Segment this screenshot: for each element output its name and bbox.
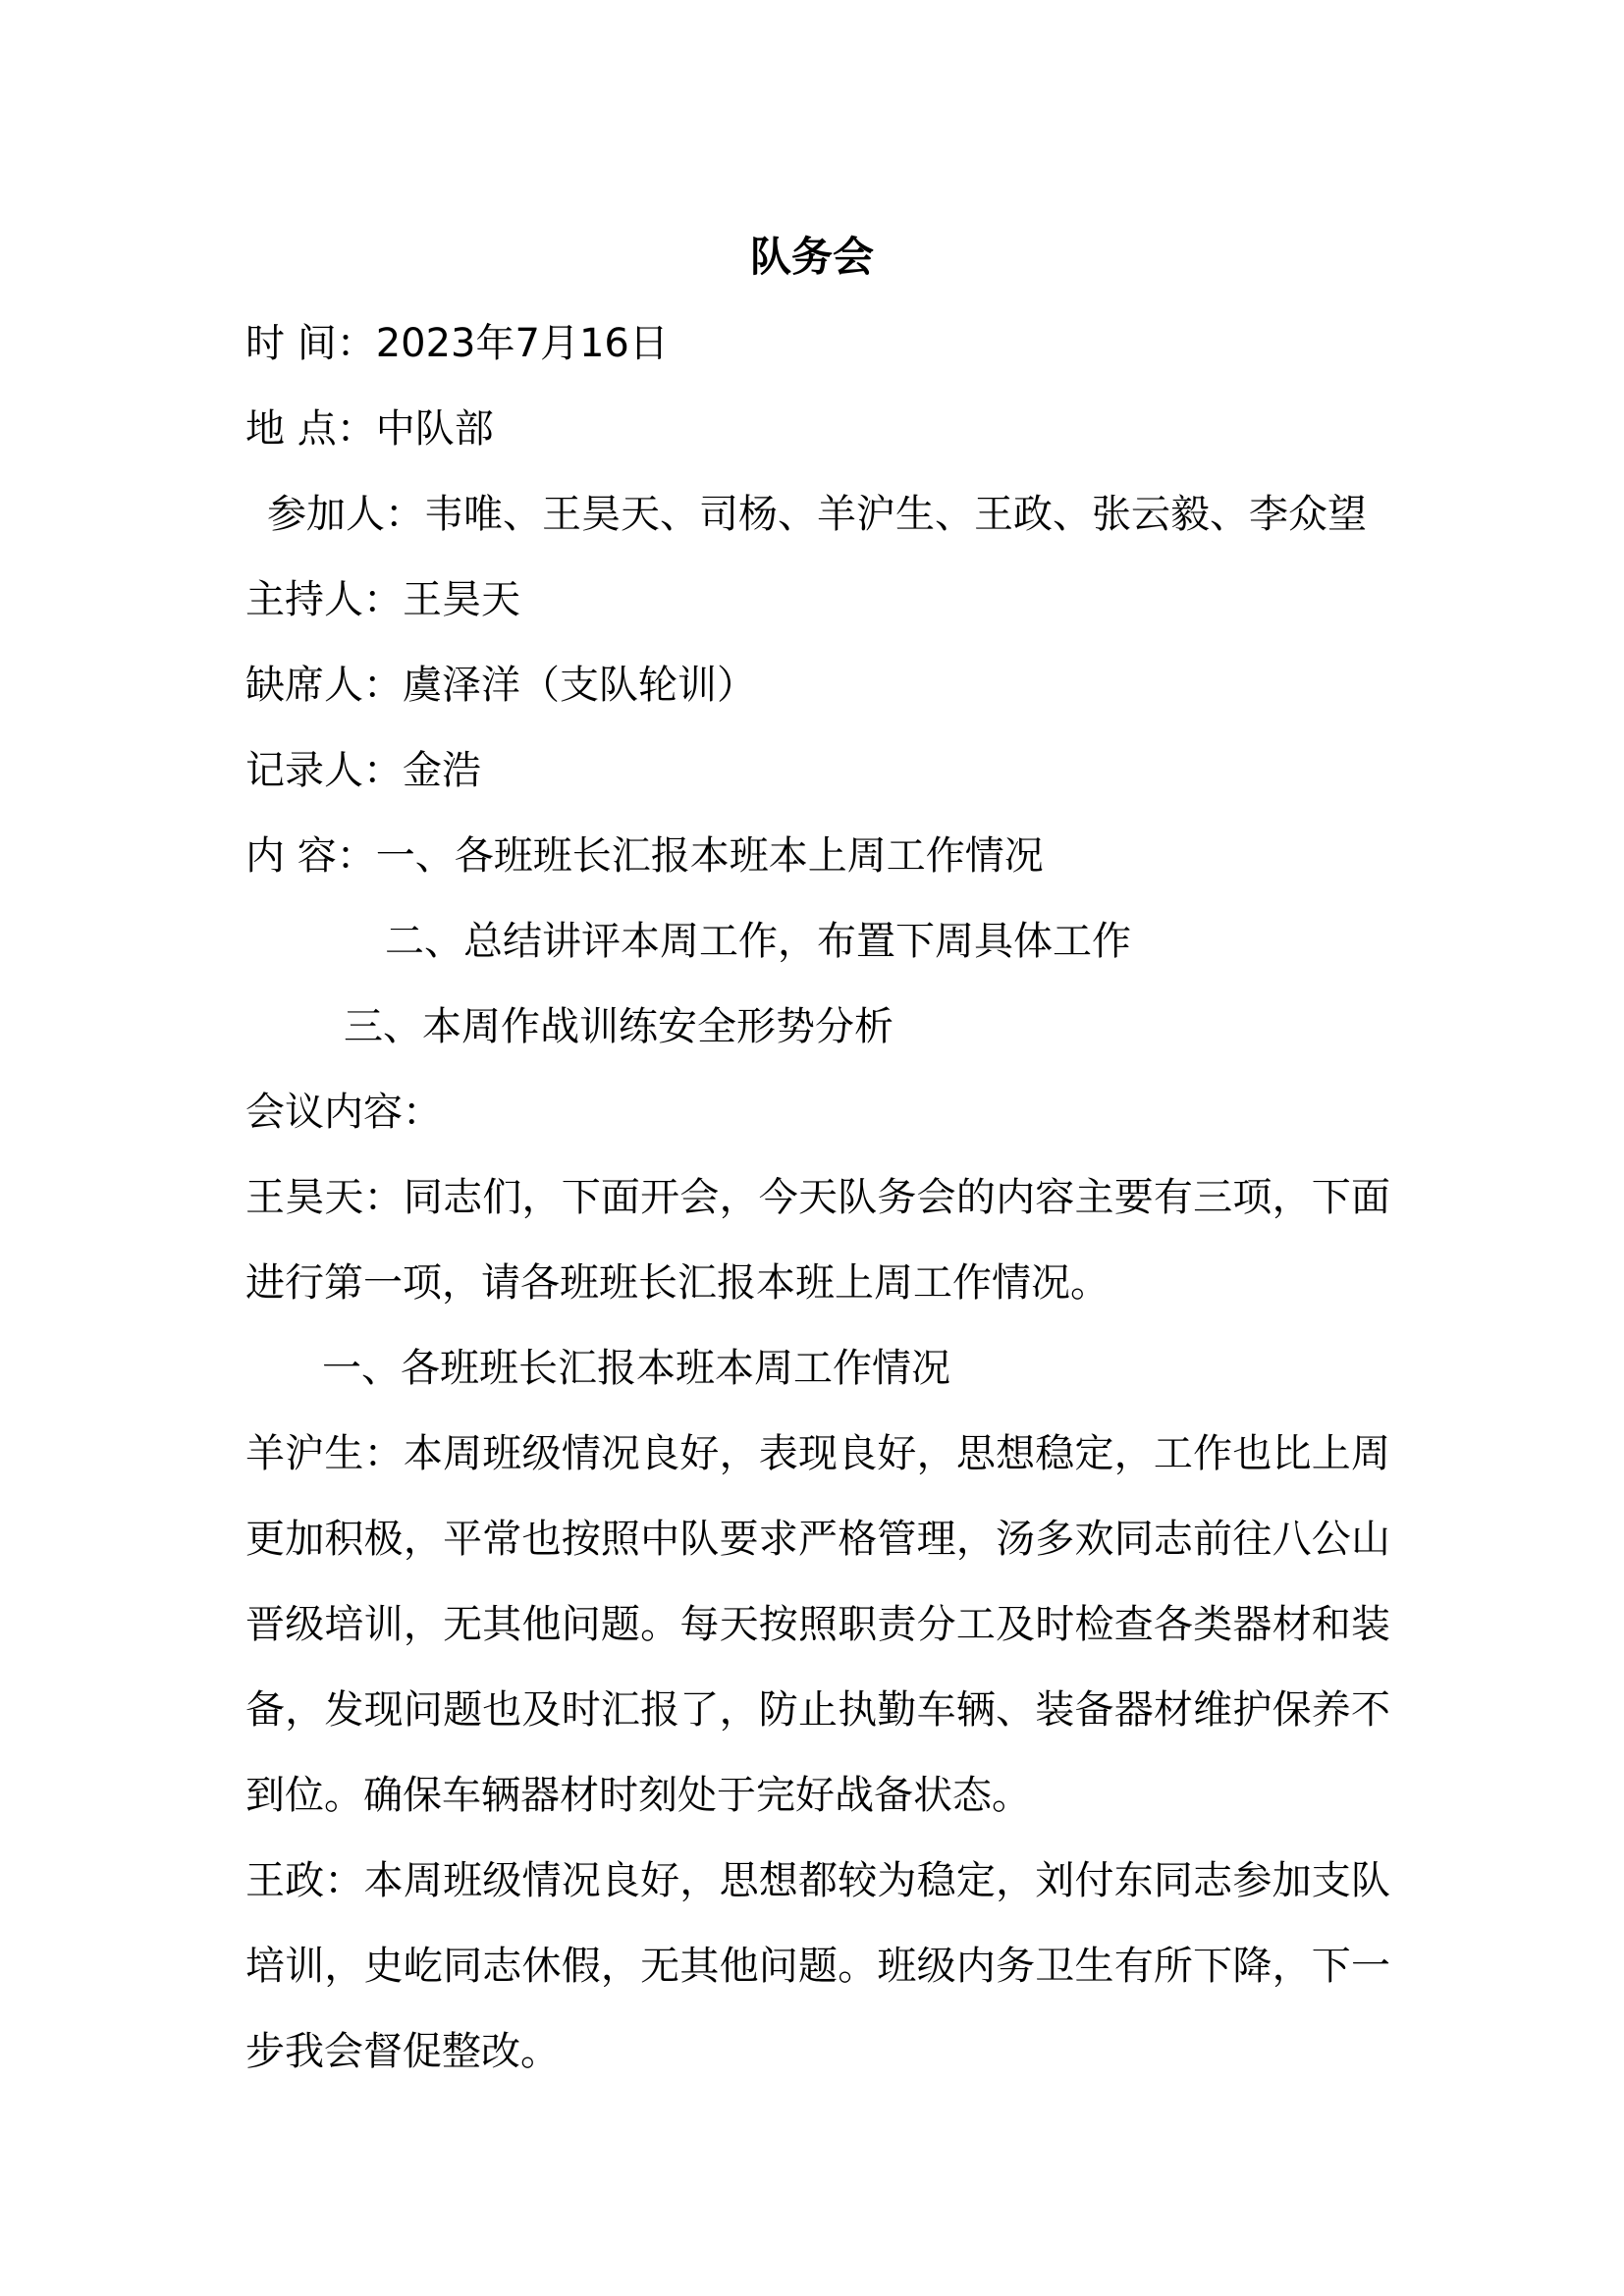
meeting-attendees: 参加人：韦唯、王昊天、司杨、羊沪生、王政、张云毅、李众望: [267, 492, 1367, 537]
meeting-recorder: 记录人：金浩: [245, 748, 481, 793]
agenda-item-1: 内 容：一、各班班长汇报本班本上周工作情况: [245, 833, 1044, 879]
agenda-item-3: 三、本周作战训练安全形势分析: [344, 1004, 893, 1049]
section-heading: 一、各班班长汇报本班本周工作情况: [322, 1346, 950, 1391]
document-title: 队务会: [749, 233, 874, 281]
meeting-content-label: 会议内容：: [245, 1090, 442, 1135]
paragraph-report-2-text: 王政：本周班级情况良好，思想都较为稳定，刘付东同志参加支队培训，史屹同志休假，无其他问题。班级内务卫生有所下降，下一步我会督促整改。: [245, 1858, 1390, 2074]
paragraph-report-1: [245, 1412, 1390, 1839]
paragraph-opening: [245, 1155, 1390, 1326]
meeting-absent: 缺席人：虞泽洋（支队轮训）: [245, 663, 756, 708]
meeting-time: 时 间：2023年7月16日: [245, 321, 669, 366]
paragraph-opening-text: 王昊天：同志们，下面开会，今天队务会的内容主要有三项，下面进行第一项，请各班班长汇报本班上周工作情况。: [245, 1175, 1390, 1306]
meeting-place: 地 点：中队部: [245, 406, 494, 452]
paragraph-report-2: [245, 1839, 1390, 2095]
meeting-host: 主持人：王昊天: [245, 577, 520, 622]
paragraph-report-1-text: 羊沪生：本周班级情况良好，表现良好，思想稳定，工作也比上周更加积极，平常也按照中队要求严格管理，汤多欢同志前往八公山晋级培训，无其他问题。每天按照职责分工及时检查各类器材和装备，发现问题也及时汇报了，防止执勤车辆、装备器材维护保养不到位。确保车辆器材时刻处于完好战备状态。: [245, 1431, 1390, 1818]
agenda-item-2: 二、总结讲评本周工作，布置下周具体工作: [385, 919, 1131, 964]
